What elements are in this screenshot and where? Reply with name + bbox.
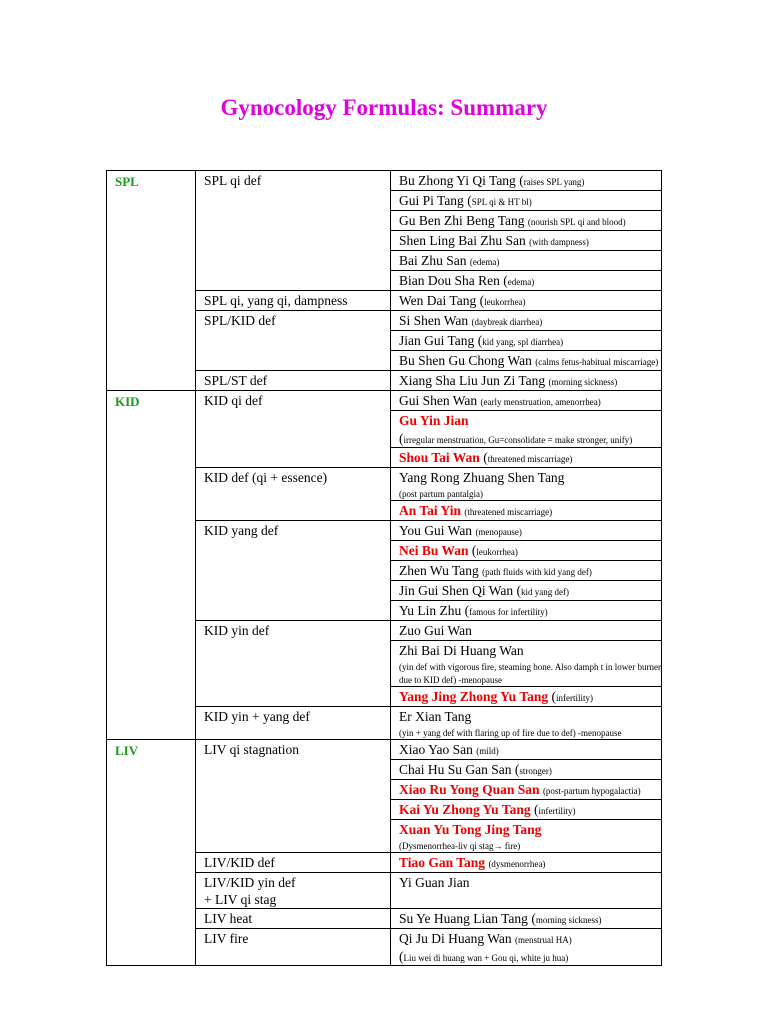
formula-note: (mild) [476,746,499,756]
formula-open: ( [479,450,488,465]
formula-note-line [399,948,661,965]
formula-note: edema) [507,277,535,287]
formula-name: Xiao Yao San [399,742,473,757]
formula-name: Gu Yin Jian [399,413,469,428]
pattern-cell [196,468,391,521]
formula-open: ( [530,802,539,817]
formula-note: (dysmenorrhea) [488,859,546,869]
formula-name: Qi Ju Di Huang Wan [399,931,512,946]
formula-open: ( [499,273,508,288]
pattern-cell [196,371,391,391]
formula-note: leukorrhea) [484,297,526,307]
pattern-line: KID yang def [204,523,279,538]
formula-name: Kai Yu Zhong Yu Tang [399,802,531,817]
formula-cell [391,561,662,581]
formula-note: (Dysmenorrhea-liv qi stag→ fire) [399,841,521,851]
formula-note: (path fluids with kid yang def) [482,567,592,577]
formula-cell [391,351,662,371]
organ-cell: LIV [107,740,196,966]
pattern-line: KID yin def [204,623,270,638]
formula-name: Bu Zhong Yi Qi Tang [399,173,516,188]
formula-cell [391,231,662,251]
pattern-line: LIV heat [204,911,253,926]
organ-cell: SPL [107,171,196,391]
formula-note: (post partum pantalgia) [399,489,483,499]
formula-cell [391,820,662,853]
formula-name: Jin Gui Shen Qi Wan [399,583,514,598]
formula-cell [391,873,662,909]
formula-cell [391,371,662,391]
formula-name: You Gui Wan [399,523,473,538]
formula-note: (edema) [469,257,500,267]
formula-note: (daybreak diarrhea) [471,317,543,327]
pattern-line: LIV/KID yin def [204,875,296,890]
pattern-line: LIV qi stagnation [204,742,299,757]
formula-cell [391,331,662,351]
formula-name: Xiao Ru Yong Quan San [399,782,540,797]
formula-cell [391,311,662,331]
formula-name: Chai Hu Su Gan San [399,762,512,777]
formula-cell [391,621,662,641]
formula-open: ( [515,173,524,188]
pattern-line: SPL qi, yang qi, dampness [204,293,348,308]
formula-name: Gui Shen Wan [399,393,478,408]
formula-cell [391,191,662,211]
pattern-cell [196,853,391,873]
formula-table [106,170,662,966]
formula-name: Zuo Gui Wan [399,623,472,638]
pattern-cell [196,929,391,966]
formula-name: Wen Dai Tang [399,293,477,308]
formula-name: Shen Ling Bai Zhu San [399,233,526,248]
formula-name: Bu Shen Gu Chong Wan [399,353,532,368]
pattern-cell [196,391,391,468]
pattern-line: SPL/KID def [204,313,276,328]
formula-name: Yi Guan Jian [399,875,470,890]
formula-open: ( [548,689,556,704]
page-title: Gynocology Formulas: Summary [220,95,548,120]
formula-cell [391,291,662,311]
formula-note: irregular menstruation, Gu=consolidate = make stronger, unify) [403,435,633,445]
formula-cell [391,271,662,291]
formula-cell [391,251,662,271]
formula-note-line [399,839,661,852]
formula-open: ( [474,333,483,348]
formula-name: Yang Jing Zhong Yu Tang [399,689,549,704]
pattern-cell [196,311,391,371]
formula-note: SPL qi & HT bl) [471,197,532,207]
formula-cell [391,853,662,873]
formula-open: ( [399,431,404,446]
formula-note: raises SPL yang) [523,177,585,187]
formula-name: Jian Gui Tang [399,333,475,348]
formula-note-line [399,430,661,447]
formula-note: (yin + yang def with flaring up of fire due to def) -menopause [399,728,622,738]
formula-note: Liu wei di huang wan + Gou qi, white ju hua) [403,953,569,963]
pattern-line: + LIV qi stag [204,892,277,907]
table-row [107,171,662,191]
formula-cell [391,581,662,601]
formula-cell [391,780,662,800]
formula-name: Xiang Sha Liu Jun Zi Tang [399,373,546,388]
formula-note-line [399,726,661,739]
formula-name: Si Shen Wan [399,313,469,328]
formula-cell [391,601,662,621]
formula-cell [391,211,662,231]
formula-name: Zhi Bai Di Huang Wan [399,643,524,658]
formula-note: (calms fetus-habitual miscarriage) [535,357,659,367]
table-row [107,391,662,411]
formula-note: (yin def with vigorous fire, steaming bone. Also damph t in lower burner due to KID def) -menopause [399,662,661,685]
formula-name: Xuan Yu Tong Jing Tang [399,822,542,837]
pattern-cell [196,707,391,740]
formula-note: (menstrual HA) [515,935,572,945]
pattern-cell [196,873,391,909]
pattern-line: SPL qi def [204,173,262,188]
table-row [107,740,662,760]
formula-open: ( [399,949,404,964]
formula-name: Bian Dou Sha Ren [399,273,500,288]
formula-name: Su Ye Huang Lian Tang [399,911,528,926]
formula-cell [391,521,662,541]
formula-cell [391,740,662,760]
formula-note: morning sickness) [535,915,602,925]
pattern-cell [196,521,391,621]
formula-name: Bai Zhu San [399,253,467,268]
formula-cell [391,929,662,966]
formula-note: kid yang, spl diarrhea) [482,337,564,347]
formula-note-line [399,660,661,686]
formula-cell [391,800,662,820]
formula-note: infertility) [538,806,576,816]
pattern-line: LIV/KID def [204,855,275,870]
formula-note: (post-partum hypogalactia) [542,786,641,796]
formula-cell [391,411,662,448]
formula-open: ( [511,762,520,777]
formula-name: Tiao Gan Tang [399,855,486,870]
formula-cell [391,909,662,929]
formula-cell [391,760,662,780]
formula-name: Shou Tai Wan [399,450,480,465]
formula-name: Zhen Wu Tang [399,563,479,578]
pattern-cell [196,740,391,853]
formula-name: Yang Rong Zhuang Shen Tang [399,470,565,485]
formula-note: threatened miscarriage) [487,454,573,464]
formula-name: An Tai Yin [399,503,462,518]
formula-open: ( [461,603,470,618]
formula-name: Gu Ben Zhi Beng Tang [399,213,525,228]
formula-note: famous for infertility) [469,607,548,617]
formula-open: ( [513,583,522,598]
formula-name: Gui Pi Tang [399,193,464,208]
formula-cell [391,171,662,191]
formula-cell [391,501,662,521]
pattern-line: SPL/ST def [204,373,268,388]
formula-note: (menopause) [475,527,522,537]
formula-note: infertility) [555,693,593,703]
pattern-cell [196,291,391,311]
pattern-cell [196,909,391,929]
formula-cell [391,468,662,501]
organ-cell: KID [107,391,196,740]
formula-note: (early menstruation, amenorrhea) [480,397,601,407]
formula-open: ( [476,293,485,308]
formula-cell [391,707,662,740]
formula-cell [391,641,662,687]
formula-open: ( [527,911,536,926]
formula-cell [391,541,662,561]
formula-note: (threatened miscarriage) [464,507,553,517]
formula-cell [391,687,662,707]
formula-open: ( [463,193,472,208]
pattern-line: KID yin + yang def [204,709,310,724]
formula-note: leukorrhea) [476,547,518,557]
formula-cell [391,391,662,411]
formula-note: kid yang def) [521,587,570,597]
formula-cell [391,448,662,468]
formula-name: Nei Bu Wan [399,543,469,558]
pattern-line: LIV fire [204,931,249,946]
formula-name: Yu Lin Zhu [399,603,462,618]
formula-note: (nourish SPL qi and blood) [527,217,626,227]
pattern-line: KID qi def [204,393,263,408]
formula-name: Er Xian Tang [399,709,472,724]
formula-note: (morning sickness) [548,377,618,387]
pattern-cell [196,171,391,291]
pattern-line: KID def (qi + essence) [204,470,328,485]
formula-note: (with dampness) [529,237,589,247]
formula-open: ( [468,543,477,558]
formula-note: stronger) [519,766,552,776]
formula-note-line [399,487,661,500]
pattern-cell [196,621,391,707]
